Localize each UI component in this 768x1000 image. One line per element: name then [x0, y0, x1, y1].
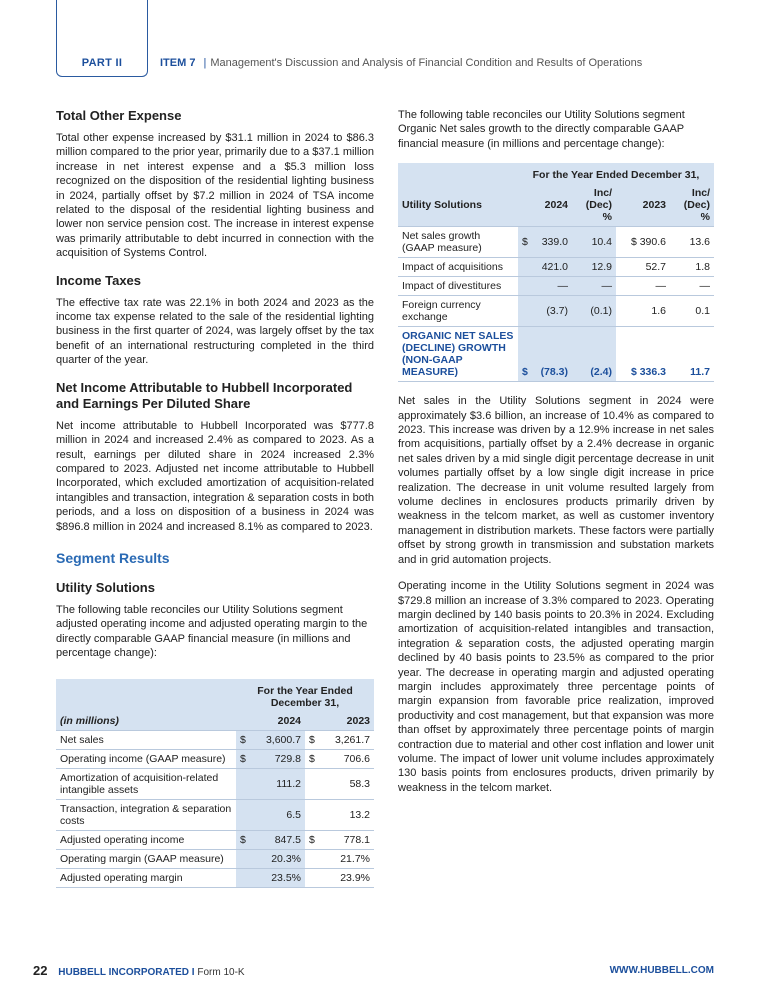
left-column: [56, 108, 374, 888]
cell-val: 23.5%: [248, 868, 305, 887]
cell-p1: (0.1): [572, 296, 616, 327]
cell-cur: [305, 799, 317, 830]
cell-cur: [236, 799, 248, 830]
cell-label: Adjusted operating margin: [56, 868, 236, 887]
part-tab: [56, 0, 148, 77]
operating-income-table: [56, 679, 374, 888]
cell-cur: $: [236, 749, 248, 768]
income-taxes-title: Income Taxes: [56, 272, 142, 288]
cell-label: ORGANIC NET SALES (DECLINE) GROWTH (NON-GAAP MEASURE): [398, 327, 518, 382]
table-row: [56, 868, 374, 887]
cell-value-2024: [518, 258, 572, 277]
cell-v2: 1.6: [616, 296, 670, 327]
utility-title: Utility Solutions: [56, 579, 155, 595]
cell-p2: 0.1: [670, 296, 714, 327]
table-row: [56, 749, 374, 768]
net-income-title: Net Income Attributable to Hubbell Incorporated and Earnings Per Diluted Share: [56, 379, 353, 411]
cell-label: Operating margin (GAAP measure): [56, 849, 236, 868]
organic-sales-table: [398, 163, 714, 382]
organic-intro: The following table reconciles our Utility Solutions segment Organic Net sales growth to the directly comparable GAAP financial measure (in millions and percentage change):: [398, 109, 685, 150]
total-other-title: Total Other Expense: [56, 108, 182, 123]
table-row: [56, 849, 374, 868]
cell-cur: [236, 849, 248, 868]
item-header: [160, 57, 642, 69]
col-2024-right: 2024: [518, 184, 572, 227]
unit-label: (in millions): [56, 712, 236, 731]
operating-income-text: Operating income in the Utility Solutions segment in 2024 was $729.8 million an increase of 3.3% compared to 2023. Operating margin declined by 140 basis points to 20.3% in 2024. Excluding amortization of acquisition-related intangibles and transaction, integration & separation costs, the adjusted operating margin declined by 40 basis points to 23.5% as compared to the prior year. The decrease in operating margin and adjusted operating margin includes approximately three percentage points of margin expansion from favorable price realization, improved productivity and cost management, but that expansion was more than offset by approximately three percentage points of margin contraction due to material and other cost inflation and lower unit volume. The impact of lower unit volume includes approximately 130 basis points from enclosures products, driven primarily by weakness in the telcom market.: [398, 580, 714, 794]
cell-cur: [305, 868, 317, 887]
cell-label: Amortization of acquisition-related intangible assets: [56, 768, 236, 799]
cell-p1: (2.4): [572, 327, 616, 382]
cell-p1: 12.9: [572, 258, 616, 277]
col-incdec-b: Inc/ (Dec) %: [670, 184, 714, 227]
item-number: ITEM 7: [160, 57, 196, 69]
table-row: [398, 227, 714, 258]
currency-sign: $: [522, 236, 528, 249]
value: (78.3): [540, 366, 568, 379]
cell-val: 706.6: [317, 749, 374, 768]
table-row: [398, 277, 714, 296]
cell-cur: $: [236, 730, 248, 749]
value: (3.7): [546, 305, 568, 318]
cell-label: Transaction, integration & separation costs: [56, 799, 236, 830]
table-row: [398, 258, 714, 277]
website-link[interactable]: WWW.HUBBELL.COM: [609, 965, 714, 976]
cell-v2: $ 336.3: [616, 327, 670, 382]
table-row: [56, 768, 374, 799]
right-column: [398, 108, 714, 807]
net-sales-text: Net sales in the Utility Solutions segment in 2024 were approximately $3.6 billion, an increase of 10.4% as compared to 2023. This increase was driven by a 12.9% increase in net sales from acquisitions, partially offset by a 2.4% decrease in organic net sales driven by a mid single digit percentage decrease in unit volumes partially offset by a low single digit increase in price realization. The decrease in unit volume resulted largely from volume declines in enclosures products primarily driven by weakness in the telcom market, as well as customer inventory management in distribution markets. These factors were partially offset by strong growth in transmission and substation markets and in grid automation projects.: [398, 395, 714, 566]
value: —: [557, 280, 568, 293]
cell-value-2024: [518, 296, 572, 327]
table-row: [56, 830, 374, 849]
cell-label: Operating income (GAAP measure): [56, 749, 236, 768]
cell-p2: —: [670, 277, 714, 296]
cell-p1: —: [572, 277, 616, 296]
cell-val: 21.7%: [317, 849, 374, 868]
cell-cur: $: [236, 830, 248, 849]
cell-val: 20.3%: [248, 849, 305, 868]
col-incdec-a: Inc/ (Dec) %: [572, 184, 616, 227]
cell-p2: 11.7: [670, 327, 714, 382]
table-row: [56, 799, 374, 830]
cell-val: 729.8: [248, 749, 305, 768]
cell-label: Net sales growth (GAAP measure): [398, 227, 518, 258]
utility-intro: The following table reconciles our Utility Solutions segment adjusted operating income and adjusted operating margin to the directly comparable GAAP financial measure (in millions and percentage change):: [56, 603, 368, 660]
value: 421.0: [541, 261, 568, 274]
cell-label: Net sales: [56, 730, 236, 749]
table-row: [398, 327, 714, 382]
segment-label: Utility Solutions: [398, 184, 518, 227]
income-taxes-text: The effective tax rate was 22.1% in both 2024 and 2023 as the income tax expense related to the sale of the residential lighting business in the first quarter of 2024, was largely offset by the tax benefit of an international restructuring completed in the third quarter of the year.: [56, 296, 374, 367]
footer: 22 HUBBELL INCORPORATED I Form 10-K WWW.HUBBELL.COM: [33, 963, 714, 978]
cell-cur: [305, 849, 317, 868]
cell-cur: $: [305, 749, 317, 768]
cell-val: 111.2: [248, 768, 305, 799]
cell-value-2024: [518, 227, 572, 258]
part-label: PART II: [81, 57, 123, 69]
cell-label: Foreign currency exchange: [398, 296, 518, 327]
cell-cur: [236, 768, 248, 799]
cell-val: 13.2: [317, 799, 374, 830]
period-header: For the Year Ended December 31,: [257, 684, 353, 709]
segment-results-title: Segment Results: [56, 549, 170, 566]
cell-p2: 13.6: [670, 227, 714, 258]
period-header-right: For the Year Ended December 31,: [532, 169, 700, 182]
cell-val: 778.1: [317, 830, 374, 849]
cell-cur: $: [305, 730, 317, 749]
form-type: Form 10-K: [197, 967, 245, 978]
item-title: Management's Discussion and Analysis of Financial Condition and Results of Operations: [210, 57, 643, 69]
col-2024: 2024: [236, 712, 305, 731]
cell-value-2024: [518, 327, 572, 382]
cell-val: 58.3: [317, 768, 374, 799]
cell-p1: 10.4: [572, 227, 616, 258]
cell-val: 23.9%: [317, 868, 374, 887]
cell-cur: [236, 868, 248, 887]
separator: |: [203, 57, 207, 69]
cell-val: 3,600.7: [248, 730, 305, 749]
col-2023: 2023: [305, 712, 374, 731]
company-name: HUBBELL INCORPORATED: [58, 967, 189, 978]
page-number: 22: [33, 963, 48, 978]
col-2023-right: 2023: [616, 184, 670, 227]
currency-sign: $: [522, 366, 528, 379]
cell-value-2024: [518, 277, 572, 296]
cell-val: 6.5: [248, 799, 305, 830]
net-income-text: Net income attributable to Hubbell Incorporated was $777.8 million in 2024 and increased 2.4% as compared to 2023. As a result, earnings per diluted share in 2024 increased 2.3% compared to 2023. Adjusted net income attributable to Hubbell Incorporated, which excluded amortization of acquisition-related intangibles and transaction, integration & separation costs in both periods, and a loss on disposition of a business in 2024 was $896.8 million in 2024 and increased 8.1% as compared to 2023.: [56, 419, 374, 533]
cell-label: Impact of acquisitions: [398, 258, 518, 277]
cell-val: 3,261.7: [317, 730, 374, 749]
total-other-text: Total other expense increased by $31.1 million in 2024 to $86.3 million compared to the prior year, primarily due to a $37.1 million increase in net interest expense and a $5.3 million loss recognized on the disposition of the residential lighting business in 2024, partially offset by $7.2 million in 2024 of TSA income related to the disposal of the residential lighting business and lower non service pension cost. The increase in interest expense was primarily attributable to debt incurred in connection with the acquisition of Systems Control.: [56, 132, 374, 260]
cell-v2: 52.7: [616, 258, 670, 277]
cell-cur: [305, 768, 317, 799]
cell-p2: 1.8: [670, 258, 714, 277]
cell-v2: —: [616, 277, 670, 296]
cell-v2: $ 390.6: [616, 227, 670, 258]
cell-label: Adjusted operating income: [56, 830, 236, 849]
table-row: [56, 730, 374, 749]
cell-label: Impact of divestitures: [398, 277, 518, 296]
value: 339.0: [541, 236, 568, 249]
cell-cur: $: [305, 830, 317, 849]
cell-val: 847.5: [248, 830, 305, 849]
table-row: [398, 296, 714, 327]
